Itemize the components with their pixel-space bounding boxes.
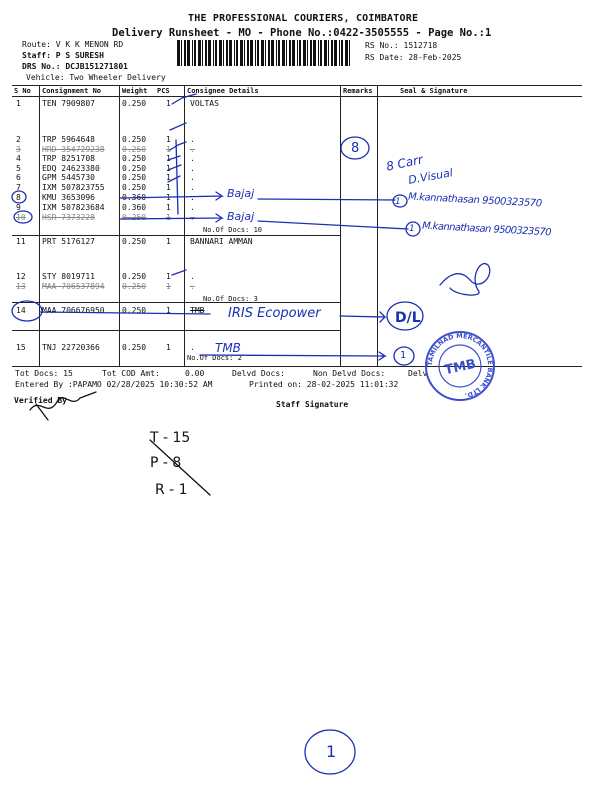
row-pcs: 1 <box>166 164 171 173</box>
arrow-row-14 <box>340 312 385 322</box>
verified-scribble <box>30 392 96 410</box>
row-consignee: BANNARI AMMAN <box>190 237 253 246</box>
row-weight: 0.360 <box>122 193 147 202</box>
page-one-ring <box>305 730 355 774</box>
hw-kanna-1: M.kannathasan 9500323570 <box>407 191 542 210</box>
check-mark-2 <box>170 123 186 130</box>
col-remarks: Remarks <box>343 87 373 95</box>
row-pcs: 1 <box>166 272 171 281</box>
row-sno: 7 <box>16 183 21 192</box>
tot-docs: Tot Docs: 15 <box>15 369 73 378</box>
col-seal: Seal & Signature <box>400 87 468 95</box>
hw-iris-note: IRIS Ecopower <box>228 306 321 321</box>
row-consignee: . <box>190 173 195 182</box>
check-mark-6 <box>168 176 180 182</box>
cod-value: 0.00 <box>185 369 205 378</box>
col-consignment: Consignment No <box>42 87 102 95</box>
row-pcs: 1 <box>166 193 171 202</box>
row-consignment-no: PRT 5176127 <box>42 237 95 246</box>
row-consignment-no: IXM 507823684 <box>42 203 105 212</box>
row-consignee: . <box>190 145 195 154</box>
row-sno: 13 <box>16 282 26 291</box>
row-sno: 8 <box>16 193 21 202</box>
row-sno: 10 <box>16 213 26 222</box>
row-consignee: . <box>190 135 195 144</box>
row-pcs: 1 <box>166 343 171 352</box>
hw-note-8-carr: 8 Carr <box>384 152 425 174</box>
row-weight: 0.250 <box>122 99 147 108</box>
hw-kanna-2-num: 1 <box>409 224 415 234</box>
arrow-row-10 <box>120 214 222 222</box>
circle-sno-10 <box>14 211 32 223</box>
group-docs-2: No.Of Docs: 3 <box>203 295 258 303</box>
row-consignment-no: TRP 8251708 <box>42 154 95 163</box>
check-mark-4 <box>168 156 180 160</box>
line-row-10 <box>258 221 408 229</box>
row-pcs: 1 <box>166 99 171 108</box>
hw-bajaj-2: Bajaj <box>227 210 255 223</box>
drs-text: DRS No.: DCJB151271801 <box>22 62 128 71</box>
line-row-8 <box>258 199 395 200</box>
hw-kanna-2: M.kannathasan 9500323570 <box>421 220 552 239</box>
row-pcs: 1 <box>166 173 171 182</box>
row-consignee: . <box>190 203 195 212</box>
hw-dl-note: D/L <box>395 310 421 326</box>
row-sno: 1 <box>16 99 21 108</box>
row-consignment-no: HSR 7373228 <box>42 213 95 222</box>
check-mark-5 <box>168 165 181 170</box>
hw-tmb-note: TMB <box>215 341 241 355</box>
route-text: Route: V K K MENON RD <box>22 40 124 49</box>
row-consignment-no: TEN 7909807 <box>42 99 95 108</box>
row-consignment-no: HRD 354729238 <box>42 145 105 154</box>
hw-bajaj-1: Bajaj <box>227 187 255 200</box>
delv-cut: Delv <box>408 369 428 378</box>
row-weight: 0.360 <box>122 203 147 212</box>
row-pcs: 1 <box>166 145 171 154</box>
row-consignee: . <box>190 164 195 173</box>
row-consignee: . <box>190 282 195 291</box>
row-weight: 0.250 <box>122 145 147 154</box>
row-pcs: 1 <box>166 135 171 144</box>
vehicle-text: Vehicle: Two Wheeler Delivery <box>26 73 166 82</box>
row-consignee: . <box>190 343 195 352</box>
hw-circle-1-text: 1 <box>400 350 407 361</box>
row-consignment-no: MAA 706537894 <box>42 282 105 291</box>
row-consignee: . <box>190 183 195 192</box>
row-pcs: 1 <box>166 306 171 315</box>
tally-slash <box>150 440 210 495</box>
row-weight: 0.250 <box>122 272 147 281</box>
col-pcs: PCS <box>157 87 170 95</box>
circle-1-ring <box>394 347 414 365</box>
col-weight: Weight <box>122 87 148 95</box>
row-pcs: 1 <box>166 282 171 291</box>
row-consignee: TMB <box>190 306 205 315</box>
row-sno: 12 <box>16 272 26 281</box>
tot-cod: Tot COD Amt: <box>102 369 160 378</box>
row-sno: 15 <box>16 343 26 352</box>
row-sno: 5 <box>16 164 21 173</box>
row-weight: 0.250 <box>122 282 147 291</box>
hw-tally-p: P - 8 <box>150 455 182 471</box>
circle-sno-8 <box>12 191 26 203</box>
group-docs-1: No.Of Docs: 10 <box>203 226 263 234</box>
row-consignee: VOLTAS <box>190 99 219 108</box>
company-title: THE PROFESSIONAL COURIERS, COIMBATORE <box>188 13 419 24</box>
check-mark-1 <box>172 94 196 104</box>
circle-dl <box>387 302 423 330</box>
row-weight: 0.250 <box>122 135 147 144</box>
row-consignment-no: IXM 507823755 <box>42 183 105 192</box>
row-consignment-no: MAA 706676950 <box>42 306 105 315</box>
row-weight: 0.250 <box>122 237 147 246</box>
row-weight: 0.250 <box>122 173 147 182</box>
runsheet-title: Delivery Runsheet - MO - Phone No.:0422-3505555 - Page No.:1 <box>112 27 492 39</box>
row-consignee: . <box>190 272 195 281</box>
non-delvd-docs: Non Delvd Docs: <box>313 369 386 378</box>
row-sno: 4 <box>16 154 21 163</box>
row-consignment-no: TRP 5964648 <box>42 135 95 144</box>
rs-no: RS No.: 1512718 <box>365 41 438 50</box>
row-consignment-no: GPM 5445730 <box>42 173 95 182</box>
row-consignee: . <box>190 154 195 163</box>
row-sno: 3 <box>16 145 21 154</box>
row-weight: 0.250 <box>122 213 147 222</box>
row-sno: 2 <box>16 135 21 144</box>
verified-by: Verified By <box>14 396 67 405</box>
line-row-14 <box>40 312 210 314</box>
row-sno: 14 <box>16 306 26 315</box>
signature-loop <box>440 264 490 296</box>
stamp-inner-text: TMB <box>443 356 478 379</box>
row-sno: 6 <box>16 173 21 182</box>
row-consignment-no: TNJ 22720366 <box>42 343 100 352</box>
col-sno: S No <box>14 87 31 95</box>
row-pcs: 1 <box>166 154 171 163</box>
rs-date: RS Date: 28-Feb-2025 <box>365 53 462 62</box>
staff-signature: Staff Signature <box>276 400 349 409</box>
row-consignment-no: KMU 3653096 <box>42 193 95 202</box>
delvd-docs: Delvd Docs: <box>232 369 285 378</box>
check-mark-12 <box>172 270 186 275</box>
check-mark-3 <box>170 142 186 150</box>
arrow-row-15 <box>200 352 385 360</box>
circle-8-ring <box>341 137 369 159</box>
hw-tally-r: R - 1 <box>155 482 188 498</box>
row-sno: 11 <box>16 237 26 246</box>
circle-kanna-1 <box>393 195 407 207</box>
row-pcs: 1 <box>166 213 171 222</box>
row-weight: 0.250 <box>122 154 147 163</box>
hw-page-one: 1 <box>326 742 337 761</box>
hw-tally-t: T - 15 <box>150 430 191 446</box>
circle-sno-14 <box>12 301 42 321</box>
row-weight: 0.250 <box>122 164 147 173</box>
row-consignment-no: STY 8019711 <box>42 272 95 281</box>
printed-on: Printed on: 28-02-2025 11:01:32 <box>249 380 399 389</box>
row-pcs: 1 <box>166 203 171 212</box>
row-weight: 0.250 <box>122 306 147 315</box>
col-consignee: Consignee Details <box>187 87 259 95</box>
hw-note-d-visual: D.Visual <box>407 166 454 187</box>
hw-circle-8-text: 8 <box>351 141 360 156</box>
hw-kanna-1-num: 1 <box>395 197 401 207</box>
row-consignment-no: EDQ 24623380 <box>42 164 100 173</box>
row-pcs: 1 <box>166 237 171 246</box>
arrow-row-8 <box>120 192 222 200</box>
row-pcs: 1 <box>166 183 171 192</box>
row-weight: 0.250 <box>122 343 147 352</box>
row-weight: 0.250 <box>122 183 147 192</box>
row-consignee: . <box>190 193 195 202</box>
row-sno: 9 <box>16 203 21 212</box>
group-docs-3: No.Of Docs: 2 <box>187 354 242 362</box>
stamp-ring-text: TAMILNAD MERCANTILE BANK LTD. <box>425 331 495 400</box>
entered-by: Entered By :PAPAMO 02/28/2025 10:30:52 AM <box>15 380 213 389</box>
row-consignee: . <box>190 213 195 222</box>
staff-text: Staff: P S SURESH <box>22 51 104 60</box>
